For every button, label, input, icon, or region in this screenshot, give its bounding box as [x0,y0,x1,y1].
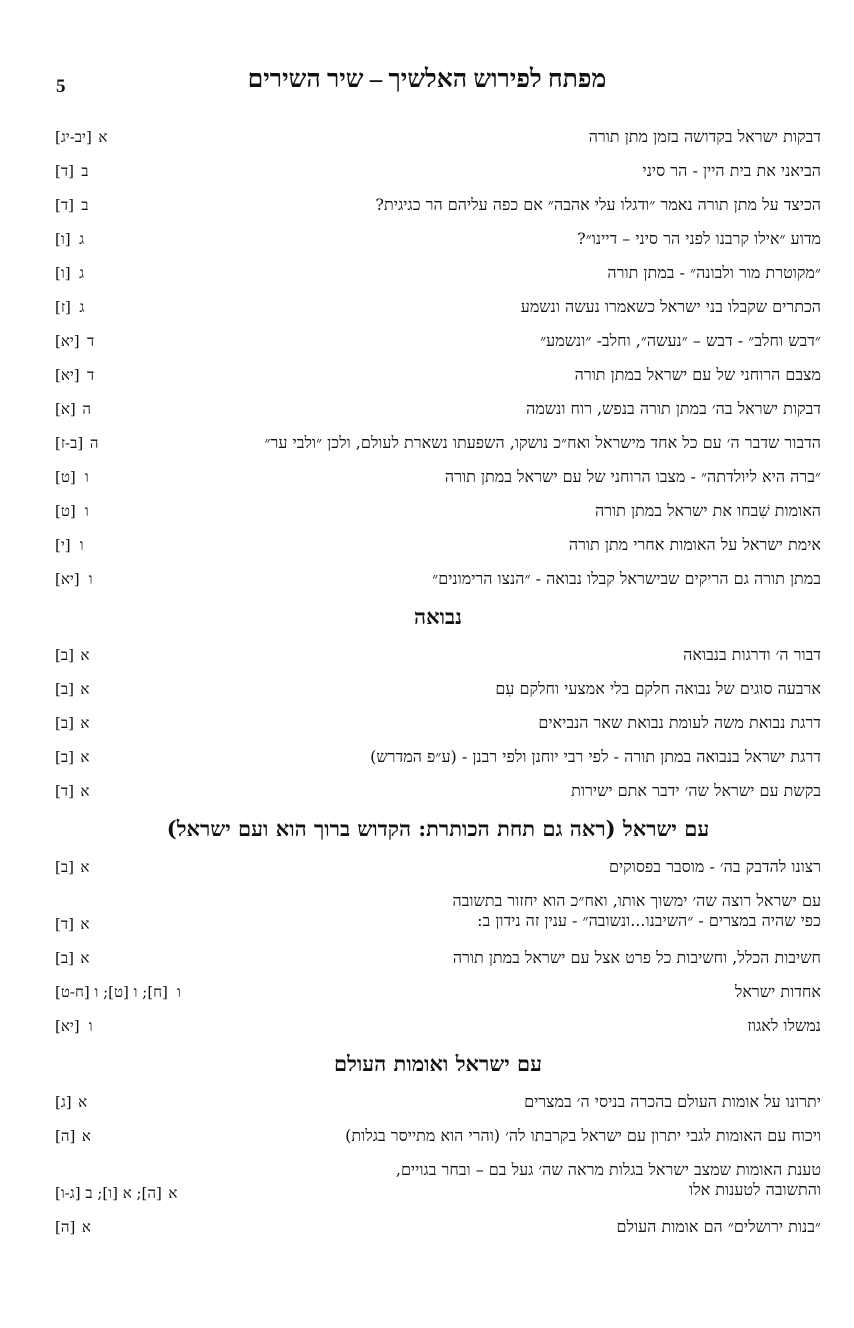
verse-reference: [ג] [55,1093,72,1111]
verse-reference: [ו] [55,230,71,248]
index-content [55,120,821,1244]
chapter-letter: ב [81,196,89,214]
entry-topic [453,948,821,968]
chapter-letter: א [80,949,90,967]
chapter-letter: א [80,714,90,732]
entry-topic [735,982,821,1002]
entry-reference [55,297,93,317]
entry-topic [445,467,821,487]
entry-topic-line: טענת האומות שמצב ישראל בגלות מראה שה׳ געל בם – ובחר בגויים, [395,1160,821,1179]
index-entry [55,290,821,324]
verse-reference: [ה] [55,1218,76,1236]
entry-topic-line: ויכוח עם האומות לגבי יתרון עם ישראל בקרבתו לה׳ (והרי הוא מתייסר בגלות) [345,1126,821,1145]
entry-reference [55,535,93,555]
index-entry [55,672,821,706]
verse-reference: [י] [55,536,71,554]
chapter-letter: ו [88,1017,93,1035]
chapter-letter: א [80,782,90,800]
entry-topic-line: מדוע ״אילו קרבנו לפני הר סיני – דיינו״? [577,229,821,248]
entry-topic-line: במתן תורה גם הריקים שבישראל קבלו נבואה - ״הנצו הרימונים״ [432,569,821,588]
entry-topic [345,1126,821,1146]
entry-topic [521,297,821,317]
entry-reference [55,1217,97,1237]
chapter-letter: ו [177,983,181,1001]
entry-topic [432,569,821,589]
verse-reference: [יא] [55,570,80,588]
chapter-letter: א [80,646,90,664]
entry-topic [607,263,821,283]
page-number: 5 [56,76,66,97]
entry-topic-line: האומות שִׁבחו את ישראל במתן תורה [594,501,821,520]
index-entry [55,256,821,290]
index-entry [55,120,821,154]
entry-reference [55,399,98,419]
verse-reference: [ב] [55,858,74,876]
entry-topic [609,857,821,877]
chapter-letter: ה [89,434,99,452]
section-heading-am-yisrael: עם ישראל (ראה גם תחת הכותרת: הקדוש ברוך הוא ועם ישראל) [166,816,710,841]
section-heading-prophecy: נבואה [414,604,462,629]
entry-reference [55,679,96,699]
index-entry [55,494,821,528]
verse-reference: [ב-ז] [55,434,84,452]
entry-topic-line: רצונו להדבק בה׳ - מוסבר בפסוקים [608,857,821,876]
entry-topic [453,891,821,931]
verse-reference: [ט] [55,502,76,520]
index-group-4 [55,1085,821,1244]
entry-topic-line: ״ברה היא ליולדתה״ - מצבו הרוחני של עם ישראל במתן תורה [444,467,821,486]
index-entry [55,706,821,740]
index-group-2 [55,638,821,808]
entry-topic [571,781,821,801]
entry-reference [55,1016,102,1036]
verse-reference: [א] [55,400,76,418]
chapter-letter: ה [82,400,92,418]
entry-topic [569,535,821,555]
entry-topic-line: דבקות ישראל בקדושה בזמן מתן תורה [588,127,821,146]
section-heading-nations: עם ישראל ואומות העולם [333,1051,543,1076]
entry-topic-line: דרגת ישראל בנבואה במתן תורה - לפי רבי יוחנן ולפי רבנן - (ע״פ המדרש) [370,747,821,766]
index-entry [55,1210,821,1244]
entry-topic [370,747,821,767]
index-entry [55,1119,821,1153]
chapter-letter: א [80,748,90,766]
chapter-letter: א [168,1184,178,1202]
index-entry [55,975,821,1009]
entry-reference [55,331,102,351]
chapter-letter: ו [84,468,89,486]
entry-reference [55,1126,97,1146]
verse-reference: [ה]; א [ו]; ב [ג-ו] [55,1184,162,1202]
entry-topic-line: ארבעה סוגים של נבואה חלקם בלי אמצעי וחלקם עִם [495,679,821,698]
index-entry [55,188,821,222]
entry-topic-line: והתשובה לטענות אלו [689,1180,821,1199]
index-entry [55,426,821,460]
entry-reference [55,747,96,767]
entry-topic-line: מצבם הרוחני של עם ישראל במתן תורה [574,365,821,384]
index-entry [55,1009,821,1043]
verse-reference: [ב] [55,646,74,664]
entry-topic [264,433,821,453]
index-entry [55,528,821,562]
chapter-letter: א [80,680,90,698]
entry-reference [55,781,96,801]
index-entry [55,774,821,808]
entry-reference [55,645,96,665]
entry-topic [589,127,821,147]
page-header [40,66,814,106]
chapter-letter: א [81,1218,91,1236]
entry-reference [55,501,98,521]
index-entry [55,884,821,941]
entry-topic-line: הביאני את בית היין - הר סיני [642,161,821,180]
chapter-letter: ו [88,570,93,588]
entry-topic-line: ״דבש וחלב״ - דבש – ״נעשה״, וחלב- ״ונשמע״ [540,331,821,350]
chapter-letter: ג [79,230,85,248]
entry-topic-line: דרגת נבואת משה לעומת נבואת שאר הנביאים [538,713,821,732]
index-entry [55,222,821,256]
index-entry [55,740,821,774]
index-group-3 [55,850,821,1043]
entry-reference [55,365,102,385]
chapter-letter: א [98,128,108,146]
entry-reference [55,569,102,589]
entry-topic [683,645,821,665]
entry-topic-line: חשיבות הכלל, וחשיבות כל פרט אצל עם ישראל במתן תורה [452,948,821,967]
verse-reference: [ד] [55,196,74,214]
chapter-letter: ד [87,332,95,350]
entry-topic [538,713,821,733]
entry-topic-line: הכתרים שקבלו בני ישראל כשאמרו נעשה ונשמע [520,297,821,316]
verse-reference: [יא] [55,332,80,350]
verse-reference: [יא] [55,366,80,384]
chapter-letter: א [81,1127,91,1145]
entry-topic-line: נמשלו לאגוז [747,1016,821,1035]
verse-reference: [ה] [55,1127,76,1145]
entry-topic [526,399,821,419]
entry-topic [617,1217,821,1237]
entry-reference [55,857,96,877]
entry-topic-line: בקשת עם ישראל שה׳ ידבר אתם ישירות [571,781,821,800]
entry-reference [55,433,105,453]
entry-topic [643,161,821,181]
verse-reference: [ב] [55,714,74,732]
verse-reference: [ד] [55,782,74,800]
chapter-letter: ב [81,162,89,180]
chapter-letter: ג [79,298,85,316]
entry-reference [55,1092,94,1112]
index-entry [55,392,821,426]
index-entry [55,460,821,494]
verse-reference: [ח]; ו [ט]; ו [ח-ט] [55,983,168,1001]
verse-reference: [ז] [55,298,71,316]
entry-topic [577,229,821,249]
index-entry [55,324,821,358]
entry-reference [55,467,98,487]
index-entry [55,850,821,884]
entry-topic-line: אימת ישראל על האומות אחרי מתן תורה [568,535,821,554]
index-entry [55,1085,821,1119]
index-entry [55,1153,821,1210]
index-entry [55,941,821,975]
entry-topic-line: ״בנות ירושלים״ הם אומות העולם [616,1217,821,1236]
index-entry [55,638,821,672]
entry-reference [55,195,96,215]
entry-topic [495,679,821,699]
verse-reference: [ב] [55,680,74,698]
entry-reference [55,948,96,968]
chapter-letter: ג [79,264,85,282]
verse-reference: [ט] [55,468,76,486]
entry-topic [540,331,821,351]
index-group-1 [55,120,821,596]
chapter-letter: א [80,858,90,876]
chapter-letter: א [78,1093,88,1111]
verse-reference: [ד] [55,915,74,933]
entry-topic-line: ״מקוטרת מור ולבונה״ - במתן תורה [607,263,821,282]
verse-reference: [ב] [55,949,74,967]
verse-reference: [יא] [55,1017,80,1035]
chapter-letter: ו [79,536,84,554]
entry-topic [595,501,821,521]
entry-topic-line: עם ישראל רוצה שה׳ ימשוך אותו, ואח״כ הוא יחזור בתשובה [452,891,821,910]
entry-reference [55,161,96,181]
chapter-letter: ד [87,366,95,384]
entry-reference [55,127,114,147]
page-title: מפתח לפירוש האלשיך – שיר השירים [247,66,607,93]
index-entry [55,154,821,188]
entry-topic-line: הכיצד על מתן תורה נאמר ״ודגלו עלי אהבה״ אם כפה עליהם הר כגיגית? [375,195,821,214]
verse-reference: [ד] [55,162,74,180]
entry-topic-line: דבקות ישראל בה׳ במתן תורה בנפש, רוח ונשמה [526,399,821,418]
entry-topic [747,1016,821,1036]
entry-topic-line: הדבור שדבר ה׳ עם כל אחד מישראל ואח״כ נושקו, השפעתו נשארת לעולם, ולכן ״ולבי ער״ [264,433,821,452]
entry-reference [55,713,96,733]
entry-reference [55,263,93,283]
verse-reference: [ו] [55,264,71,282]
entry-reference [55,229,93,249]
index-entry [55,562,821,596]
entry-topic [575,365,821,385]
entry-topic [375,195,821,215]
chapter-letter: ו [84,502,89,520]
index-entry [55,358,821,392]
entry-topic [396,1160,821,1200]
entry-reference [55,982,190,1002]
entry-topic-line: דבור ה׳ ודרגות בנבואה [683,645,821,664]
verse-reference: [ב] [55,748,74,766]
entry-topic-line: כפי שהיה במצרים - ״השיבנו...ונשובה״ - ענין זה נידון ב: [477,911,821,930]
entry-reference [55,914,96,934]
verse-reference: [יב-יג] [55,128,92,146]
entry-topic-line: יתרונו על אומות העולם בהכרה בניסי ה׳ במצרים [524,1092,821,1111]
entry-topic-line: אחדות ישראל [734,982,821,1001]
entry-reference [55,1183,184,1203]
chapter-letter: א [80,915,90,933]
entry-topic [524,1092,821,1112]
